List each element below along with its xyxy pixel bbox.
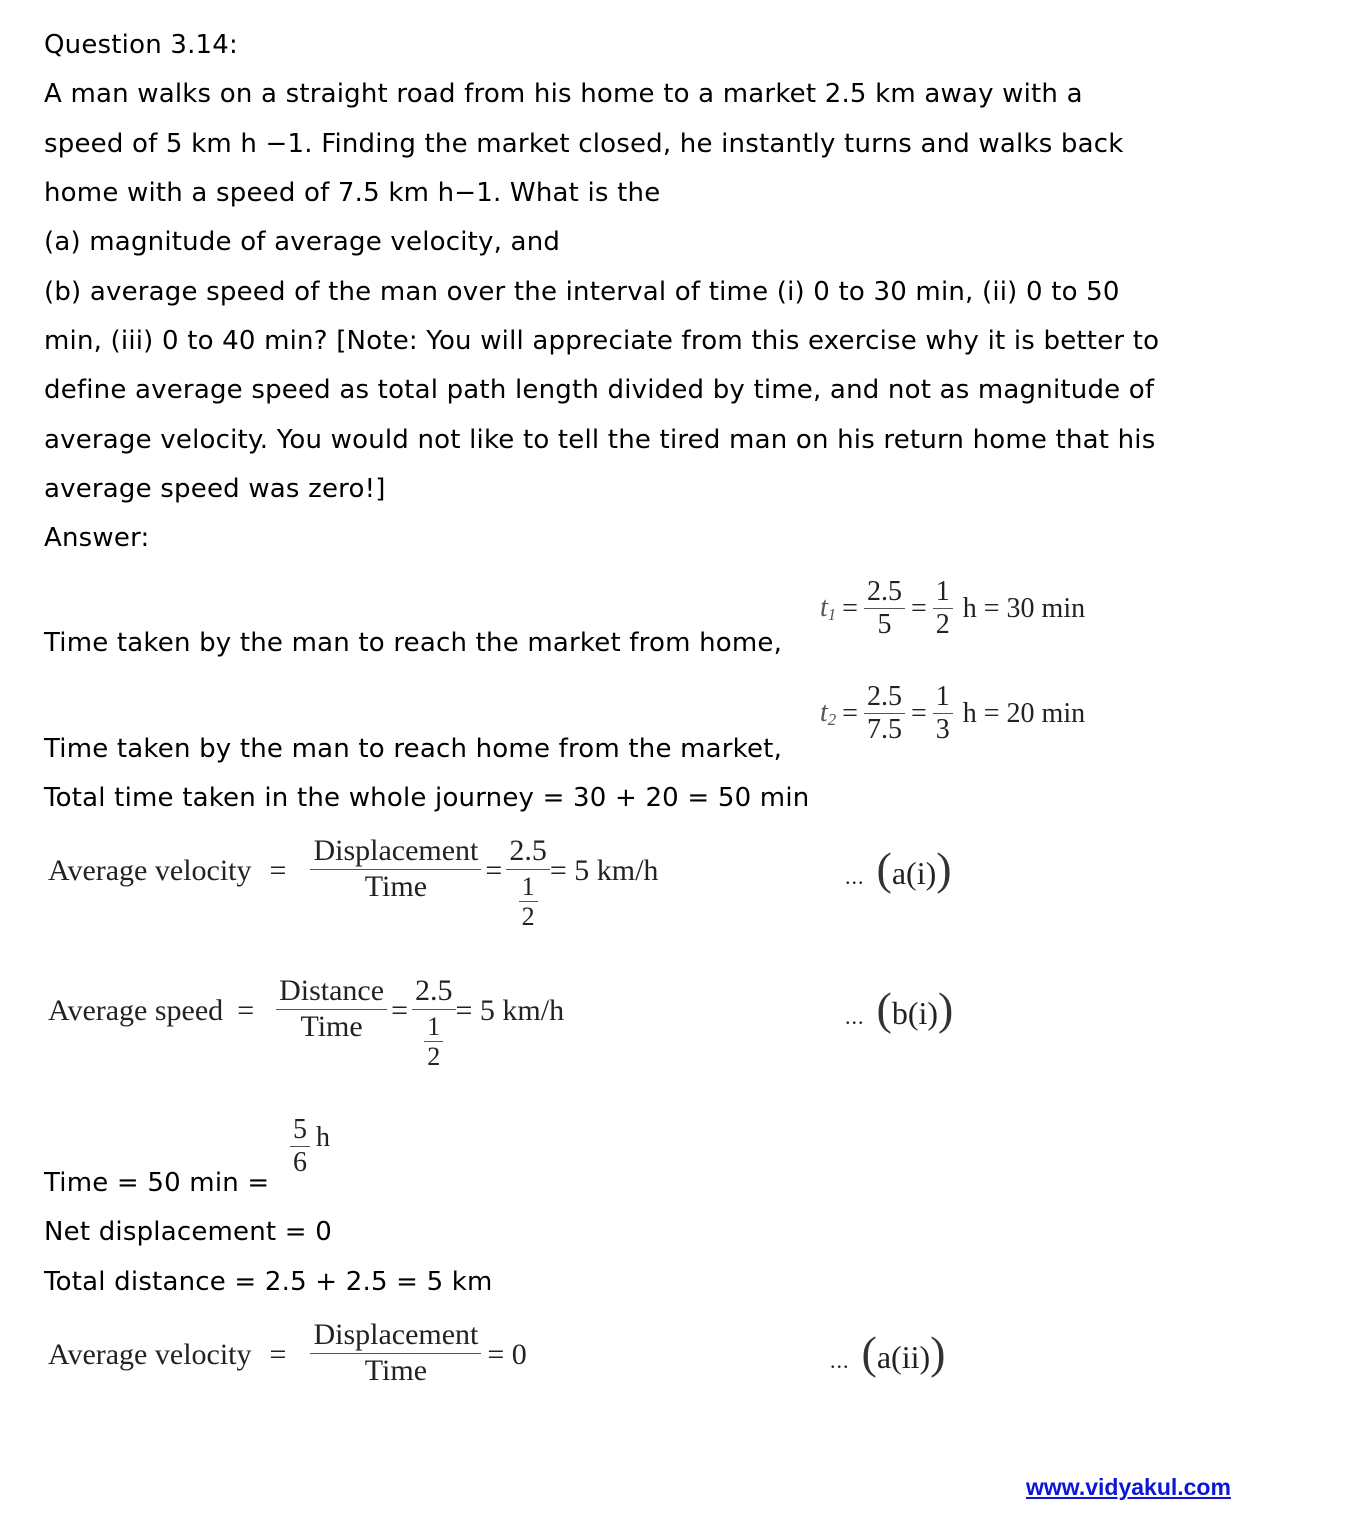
- avg-velocity-result: = 5 km/h: [549, 854, 659, 887]
- total-distance: Total distance = 2.5 + 2.5 = 5 km: [44, 1267, 493, 1297]
- displacement-over-time-fraction: $\frac{\text{Displacement}}{\text{Time}}$: [310, 834, 481, 904]
- avg-speed-label: Average speed: [48, 994, 224, 1027]
- avg-velocity-label: Average velocity: [48, 854, 252, 887]
- question-line-1: A man walks on a straight road from his home to a market 2.5 km away with a: [44, 79, 1083, 109]
- t1-variable: $t_1$: [820, 592, 837, 625]
- t2-result: h = 20 min: [962, 697, 1086, 729]
- vidyakul-link[interactable]: www.vidyakul.com: [1026, 1474, 1231, 1500]
- question-line-3: home with a speed of 7.5 km h−1. What is the: [44, 178, 661, 208]
- compound-fraction: $\frac{2.5}{\frac{1}{2}}$: [412, 974, 456, 1072]
- equals-sign: =: [910, 697, 927, 729]
- question-line-9: average speed was zero!]: [44, 474, 386, 504]
- avg-velocity-equation-a2: [48, 1318, 527, 1388]
- avg-velocity-label: Average velocity: [48, 1338, 252, 1371]
- avg-speed-equation-b1: [48, 974, 564, 1072]
- question-line-7: define average speed as total path length divided by time, and not as magnitude of: [44, 375, 1155, 405]
- hour-unit: h: [316, 1121, 330, 1153]
- t1-result: h = 30 min: [962, 592, 1086, 624]
- tag-a-ii: ... (a(ii)): [830, 1327, 946, 1378]
- avg-velocity-equation-a1: [48, 834, 658, 932]
- equals-sign: =: [269, 1338, 287, 1371]
- equals-sign: =: [485, 854, 503, 887]
- t1-fraction-1: $\frac{2.5}{5}$: [864, 576, 905, 641]
- t2-fraction-2: $\frac{1}{3}$: [933, 681, 953, 746]
- compound-fraction: $\frac{2.5}{\frac{1}{2}}$: [506, 834, 550, 932]
- t1-fraction-2: $\frac{1}{2}$: [933, 576, 953, 641]
- equals-sign: =: [391, 994, 408, 1027]
- tag-a-i: ... (a(i)): [845, 843, 952, 894]
- question-part-b: (b) average speed of the man over the interval of time (i) 0 to 30 min, (ii) 0 to 50: [44, 277, 1120, 307]
- avg-speed-result: = 5 km/h: [455, 994, 565, 1027]
- t2-description: Time taken by the man to reach home from the market,: [44, 734, 783, 764]
- five-sixths-fraction: $\frac{5}{6}$: [290, 1114, 310, 1179]
- five-sixths-hour: [290, 1114, 330, 1179]
- t2-equation: [820, 681, 1085, 746]
- total-time: Total time taken in the whole journey = 30 + 20 = 50 min: [44, 783, 810, 813]
- question-line-8: average velocity. You would not like to tell the tired man on his return home that his: [44, 425, 1156, 455]
- t2-fraction-1: $\frac{2.5}{7.5}$: [864, 681, 905, 746]
- equals-sign: =: [910, 592, 927, 624]
- distance-over-time-fraction: $\frac{\text{Distance}}{\text{Time}}$: [276, 974, 387, 1044]
- net-displacement: Net displacement = 0: [44, 1217, 332, 1247]
- displacement-over-time-fraction: $\frac{\text{Displacement}}{\text{Time}}$: [310, 1318, 481, 1388]
- equals-sign: =: [269, 854, 287, 887]
- equals-sign: =: [842, 592, 858, 624]
- t1-description: Time taken by the man to reach the market from home,: [44, 628, 783, 658]
- tag-b-i: ... (b(i)): [845, 983, 954, 1034]
- question-line-6: min, (iii) 0 to 40 min? [Note: You will appreciate from this exercise why it is better to: [44, 326, 1160, 356]
- question-part-a: (a) magnitude of average velocity, and: [44, 227, 561, 257]
- time-50-min: Time = 50 min =: [44, 1168, 270, 1198]
- question-title: Question 3.14:: [44, 30, 239, 60]
- avg-velocity-zero-result: = 0: [487, 1338, 527, 1371]
- equals-sign: =: [237, 994, 255, 1027]
- question-line-2: speed of 5 km h −1. Finding the market closed, he instantly turns and walks back: [44, 129, 1124, 159]
- t2-variable: $t_2$: [820, 697, 837, 730]
- equals-sign: =: [842, 697, 858, 729]
- answer-label: Answer:: [44, 523, 150, 553]
- t1-equation: [820, 576, 1085, 641]
